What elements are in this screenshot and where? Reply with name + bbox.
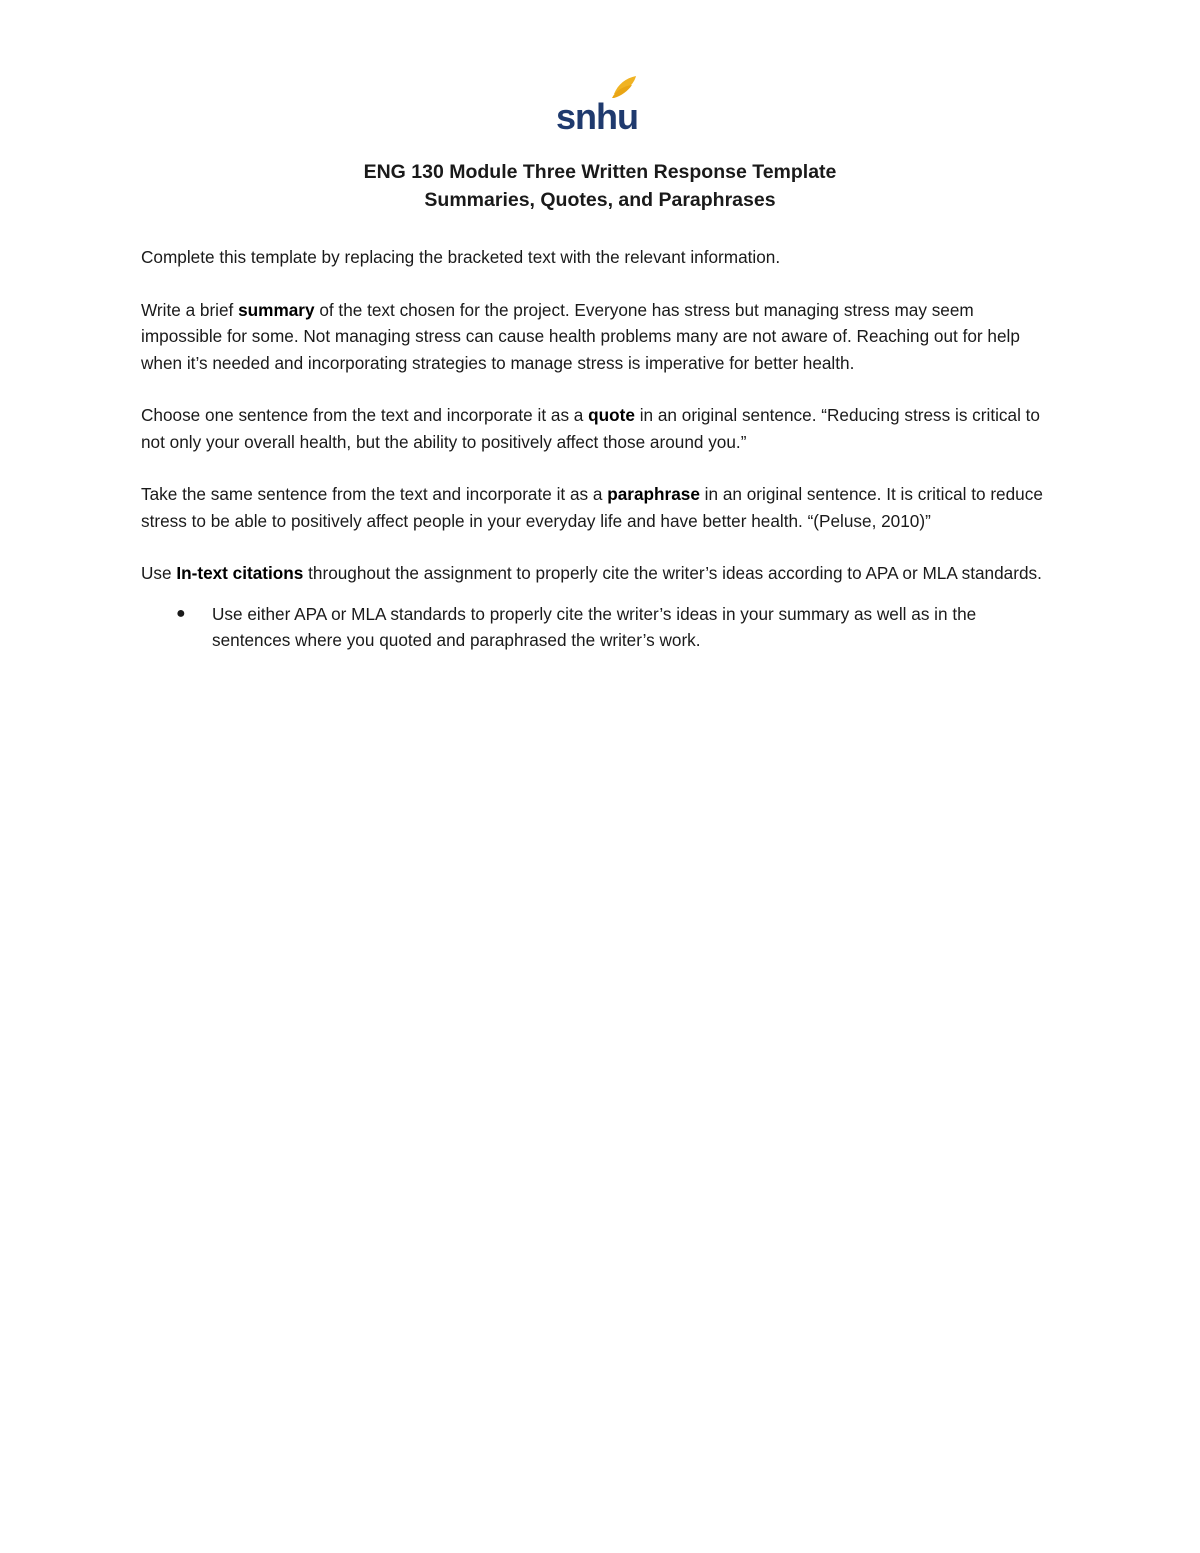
quote-prompt-start: Choose one sentence from the text and incorporate it as a: [141, 405, 589, 425]
list-item: [141, 601, 1051, 654]
bullet-text: Use either APA or MLA standards to properly cite the writer’s ideas in your summary as well as in the sentences where you quoted and paraphrased the writer’s work.: [212, 603, 977, 650]
citations-prompt-end: throughout the assignment to properly cite the writer’s ideas according to APA or MLA standards.: [303, 563, 1042, 583]
citations-paragraph: [141, 560, 1051, 587]
paraphrase-response: It is critical to reduce stress to be able to positively affect people in your everyday life and have better health. “(Peluse, 2010)”: [141, 484, 1043, 531]
quote-paragraph: [141, 402, 1051, 455]
paraphrase-prompt-start: Take the same sentence from the text and incorporate it as a: [141, 484, 608, 504]
summary-response: Everyone has stress but managing stress may seem impossible for some. Not managing stress can cause health problems many are not aware of. Reaching out for help when it’s needed and incorporating strategies to manage stress is imperative for better health.: [141, 299, 1020, 373]
summary-paragraph: [141, 297, 1051, 377]
document-title: ENG 130 Module Three Written Response Template: [363, 161, 837, 183]
citations-keyword: In-text citations: [176, 563, 304, 583]
summary-keyword: summary: [238, 299, 315, 320]
paraphrase-prompt-end: in an original sentence.: [699, 484, 887, 504]
document-heading: [0, 158, 1200, 214]
document-subtitle: Summaries, Quotes, and Paraphrases: [424, 189, 776, 211]
summary-prompt-start: Write a brief: [141, 299, 239, 320]
bullet-icon: ●: [176, 604, 186, 622]
quote-prompt-end: in an original sentence.: [634, 405, 822, 425]
svg-text:snhu: snhu: [556, 96, 638, 134]
snhu-logo: [554, 72, 640, 134]
citations-bullet-list: [141, 601, 1051, 654]
citations-prompt-start: Use: [141, 563, 177, 583]
document-body: [141, 244, 1051, 654]
quote-keyword: quote: [588, 405, 635, 425]
quote-response: “Reducing stress is critical to not only your overall health, but the ability to positively affect those around you.”: [141, 405, 1040, 452]
paraphrase-keyword: paraphrase: [607, 484, 700, 504]
summary-prompt-end: of the text chosen for the project.: [314, 299, 575, 320]
intro-paragraph: Complete this template by replacing the bracketed text with the relevant information.: [141, 247, 781, 267]
paraphrase-paragraph: [141, 481, 1051, 534]
